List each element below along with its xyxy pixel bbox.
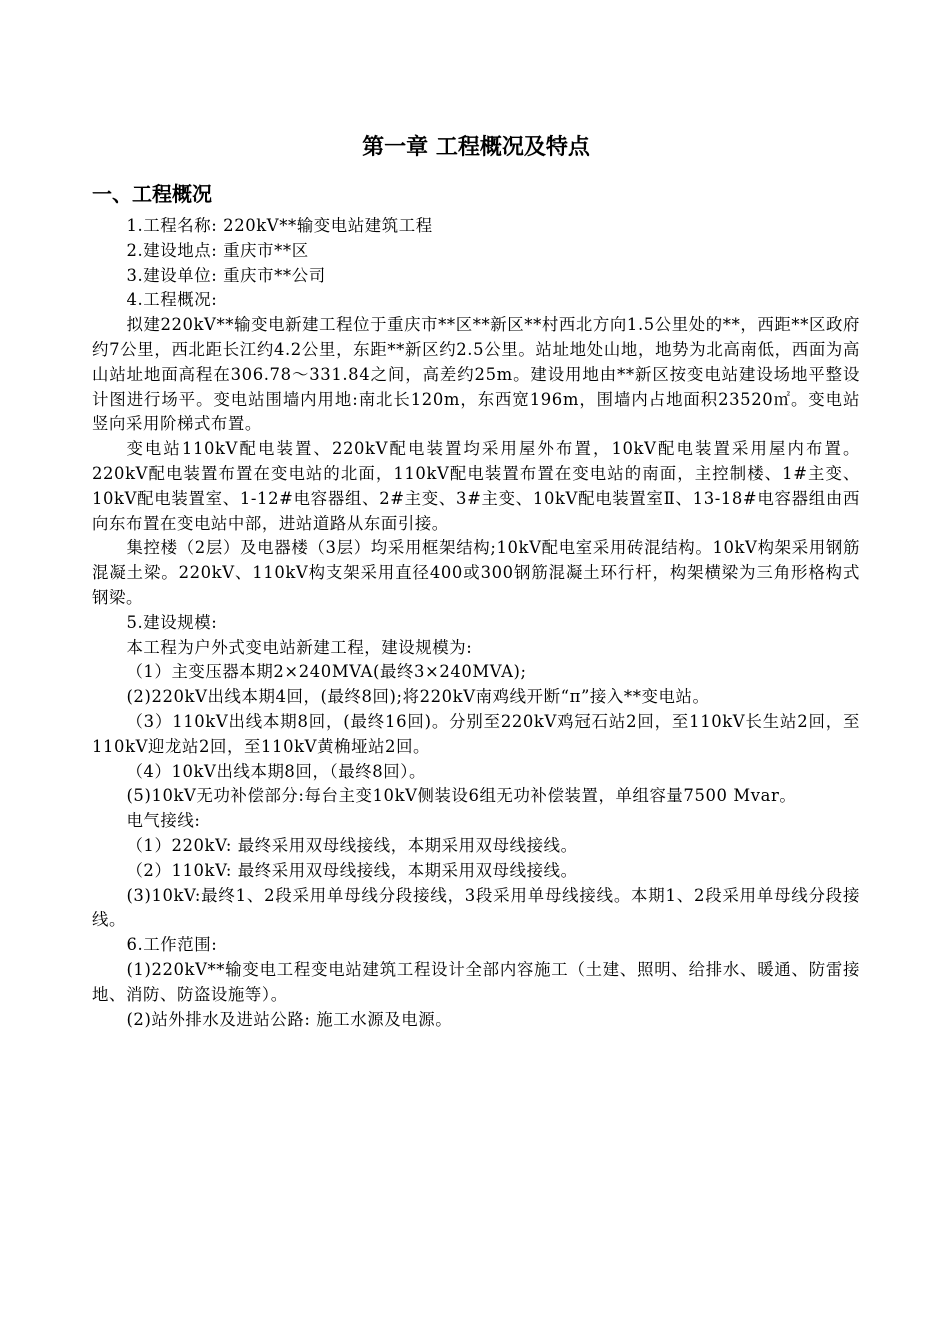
paragraph-scale-intro: 本工程为户外式变电站新建工程，建设规模为:	[126, 637, 473, 657]
paragraph-site-description: 拟建220kV**输变电新建工程位于重庆市**区**新区**村西北方向1.5公里处的**，西距**区政府约7公里，西北距长江约4.2公里，东距**新区约2.5公里。站址地处山地，地势为北高南低，西面为高山站址地面高程在306.78～331.84之间，高差约25m。建设用地由**新区按变电站建设场地平整设计图进行场平。变电站围墙内用地:南北长120m，东西宽196m，围墙内占地面积23520㎡。变电站竖向采用阶梯式布置。	[92, 315, 860, 434]
document-body	[92, 214, 860, 1032]
section-title: 一、工程概况	[92, 182, 212, 206]
paragraph-scope-item-1: (1)220kV**输变电工程变电站建筑工程设计全部内容施工（土建、照明、给排水、暖通、防雷接地、消防、防盗设施等）。	[92, 959, 860, 1004]
paragraph-overview-heading: 4.工程概况:	[126, 290, 218, 310]
paragraph-wiring-heading: 电气接线:	[126, 811, 201, 831]
paragraph-scale-item-2: (2)220kV出线本期4回，(最终8回);将220kV南鸡线开断“π”接入**变电站。	[126, 687, 710, 707]
paragraph-wiring-item-3: (3)10kV:最终1、2段采用单母线分段接线，3段采用单母线接线。本期1、2段采用单母线分段接线。	[92, 885, 860, 930]
paragraph-owner: 3.建设单位: 重庆市**公司	[126, 265, 326, 285]
paragraph-layout: 变电站110kV配电装置、220kV配电装置均采用屋外布置，10kV配电装置采用屋内布置。220kV配电装置布置在变电站的北面，110kV配电装置布置在变电站的南面，主控制楼、1#主变、10kV配电装置室、1-12#电容器组、2#主变、3#主变、10kV配电装置室Ⅱ、13-18#电容器组由西向东布置在变电站中部，进站道路从东面引接。	[92, 439, 860, 533]
paragraph-scale-heading: 5.建设规模:	[126, 612, 218, 632]
paragraph-scale-item-5: (5)10kV无功补偿部分:每台主变10kV侧装设6组无功补偿装置，单组容量7500 Mvar。	[126, 786, 797, 806]
paragraph-scope-heading: 6.工作范围:	[126, 935, 218, 955]
paragraph-scale-item-3: （3）110kV出线本期8回，(最终16回)。分别至220kV鸡冠石站2回，至110kV长生站2回，至110kV迎龙站2回，至110kV黄桷垭站2回。	[92, 711, 860, 756]
paragraph-wiring-item-1: （1）220kV: 最终采用双母线接线，本期采用双母线接线。	[126, 835, 578, 855]
paragraph-scope-item-2: (2)站外排水及进站公路: 施工水源及电源。	[126, 1009, 453, 1029]
paragraph-scale-item-4: （4）10kV出线本期8回，（最终8回）。	[126, 761, 427, 781]
paragraph-scale-item-1: （1）主变压器本期2×240MVA(最终3×240MVA);	[126, 662, 527, 682]
paragraph-structure: 集控楼（2层）及电器楼（3层）均采用框架结构;10kV配电室采用砖混结构。10kV构架采用钢筋混凝土梁。220kV、110kV构支架采用直径400或300钢筋混凝土环行杆，构架横梁为三角形格构式钢梁。	[92, 538, 860, 607]
paragraph-wiring-item-2: （2）110kV: 最终采用双母线接线，本期采用双母线接线。	[126, 860, 578, 880]
chapter-title: 第一章 工程概况及特点	[362, 135, 590, 160]
paragraph-location: 2.建设地点: 重庆市**区	[126, 240, 309, 260]
paragraph-project-name: 1.工程名称: 220kV**输变电站建筑工程	[126, 216, 433, 235]
